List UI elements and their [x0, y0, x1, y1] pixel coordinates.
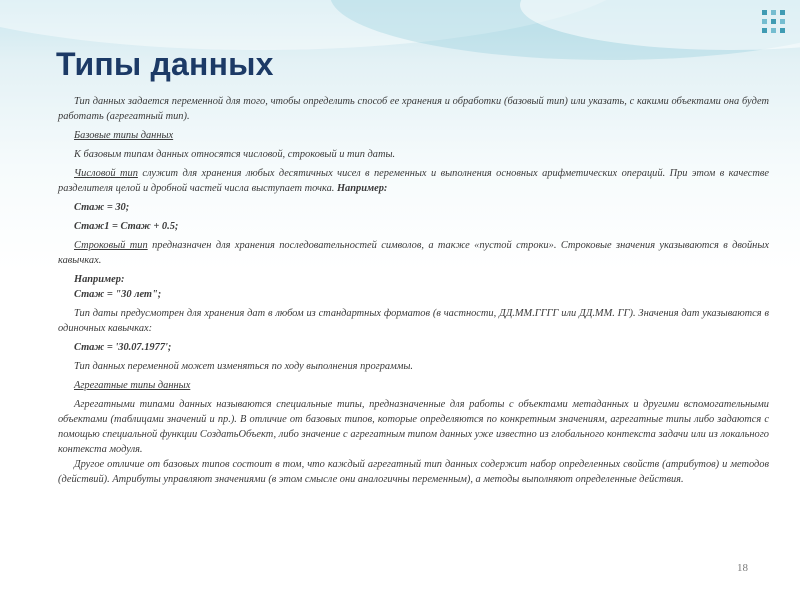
slide-body [58, 94, 769, 491]
aggregate-types-paragraph: Агрегатными типами данных называются специальные типы, предназначенные для работы с объектами метаданных и другими вспомогательными объектами (таблицами значений и пр.). В отличие от базовых типов, которые определяются по конкретным значениям, агрегатные типы либо задаются с помощью специальной функции СоздатьОбъект, либо значение с агрегатным типом данных уже известно из глобального контекста задачи или из локального контекста модуля. [58, 399, 769, 455]
aggregate-difference-paragraph: Другое отличие от базовых типов состоит в том, что каждый агрегатный тип данных содержит набор определенных свойств (атрибутов) и методов (действий). Атрибуты управляют значениями (в этом смысле они аналогичны переменным), а методы выполняют определенные действия. [58, 459, 769, 485]
decorative-wave [520, 0, 800, 50]
code-example-4: Стаж = '30.07.1977'; [74, 342, 172, 353]
basic-types-paragraph: К базовым типам данных относятся числовой, строковый и тип даты. [74, 149, 396, 160]
section-heading-basic-types [58, 128, 769, 143]
code-example-1: Стаж = 30; [74, 202, 130, 213]
numeric-type-term: Числовой тип [74, 168, 138, 179]
numeric-type-paragraph [58, 166, 769, 196]
decorative-wave [0, 0, 640, 50]
slide-title: Типы данных [56, 46, 274, 82]
numeric-type-text: служит для хранения любых десятичных чисел в переменных и выполнения основных арифметических операций. При этом в качестве разделителя целой и дробной частей числа выступает точка. [58, 168, 769, 194]
date-type-paragraph: Тип даты предусмотрен для хранения дат в любом из стандартных форматов (в частности, ДД.ММ.ГГГГ или ДД.ММ. ГГ). Значения дат указываются в одиночных кавычках: [58, 308, 769, 334]
type-change-paragraph: Тип данных переменной может изменяться по ходу выполнения программы. [74, 361, 413, 372]
string-type-text: предназначен для хранения последовательностей символов, а также «пустой строки». Строковые значения указываются в двойных кавычках. [58, 240, 769, 266]
string-type-paragraph [58, 238, 769, 268]
decorative-dots-icon [762, 10, 786, 34]
section-heading-aggregate-types [58, 378, 769, 393]
intro-paragraph: Тип данных задается переменной для того, чтобы определить способ ее хранения и обработки (базовый тип) или указать, с какими объектами она будет работать (агрегатный тип). [58, 96, 769, 122]
string-example-label: Например: [74, 274, 125, 285]
string-type-term: Строковый тип [74, 240, 148, 251]
basic-types-heading-text: Базовые типы данных [74, 130, 174, 141]
code-example-2: Стаж1 = Стаж + 0.5; [74, 221, 179, 232]
decorative-wave [330, 0, 800, 60]
slide-number: 18 [737, 562, 748, 574]
numeric-example-label: Например: [336, 183, 388, 194]
code-example-3: Стаж = "30 лет"; [74, 289, 162, 300]
aggregate-types-heading-text: Агрегатные типы данных [74, 380, 191, 391]
